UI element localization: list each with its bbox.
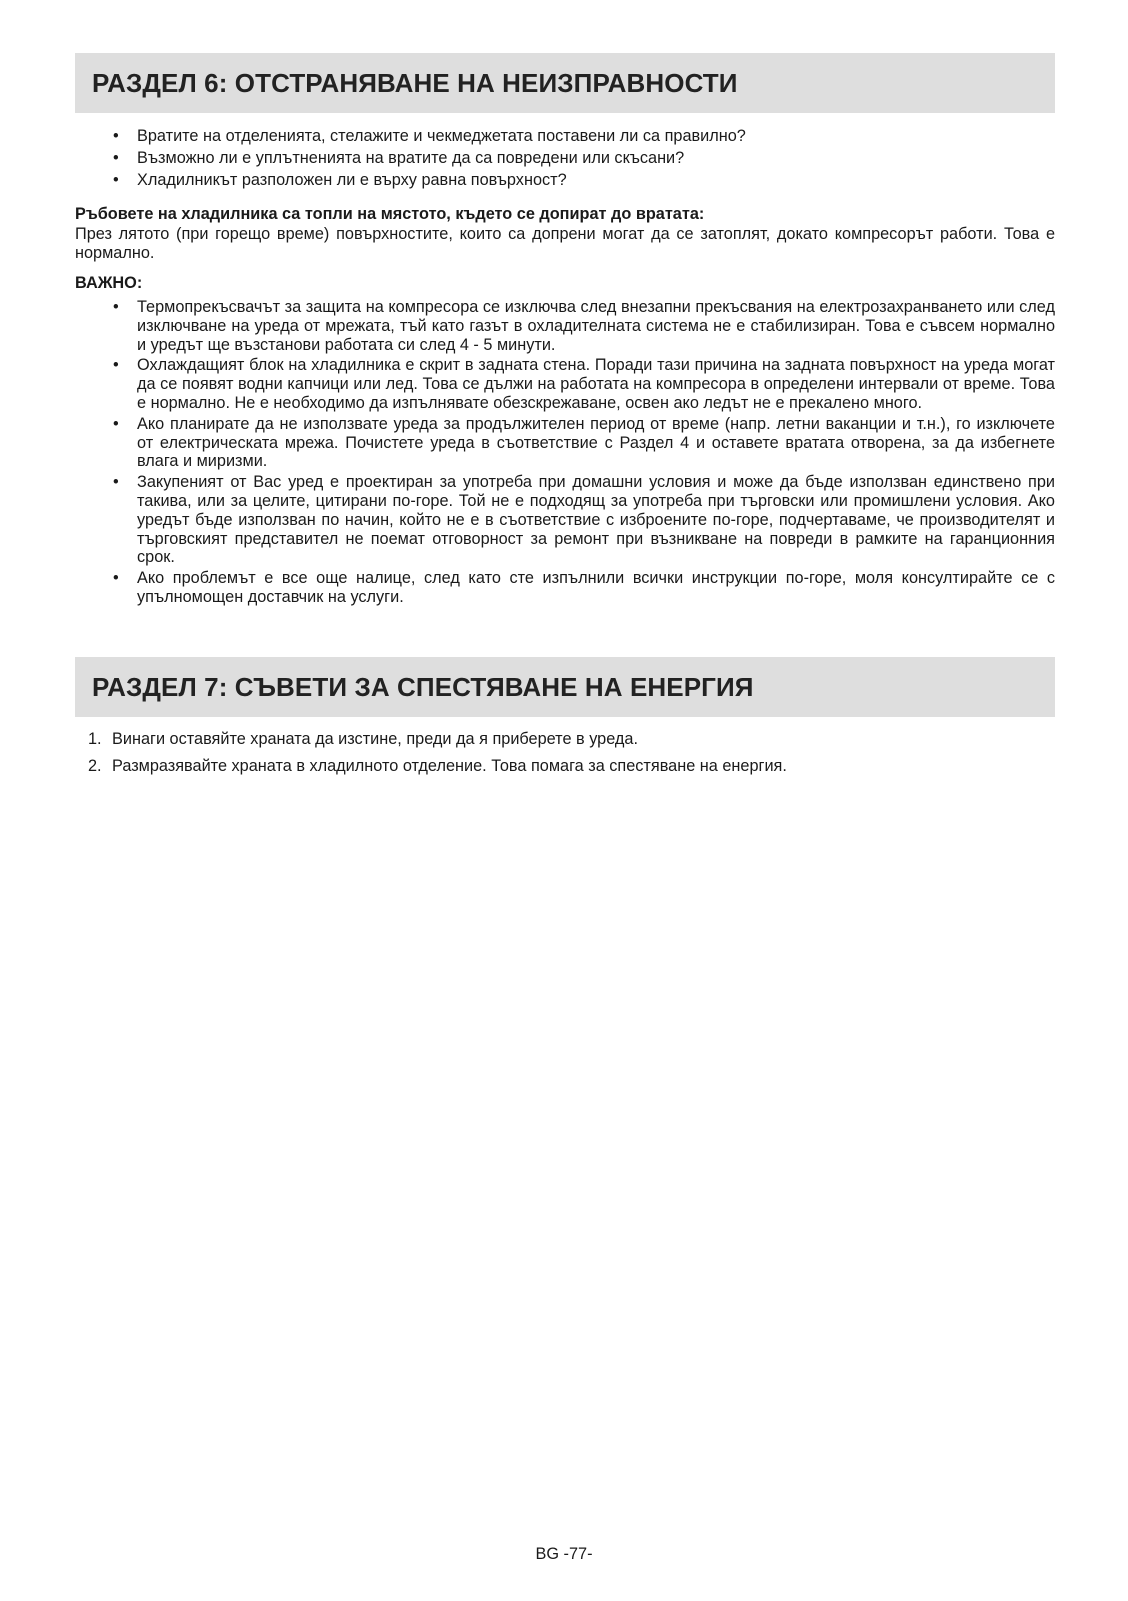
- list-item: • Хладилникът разположен ли е върху равна повърхност?: [75, 171, 1055, 190]
- list-item: • Термопрекъсвачът за защита на компресора се изключва след внезапни прекъсвания на електрозахранването или след изключване на уреда от мрежата, тъй като газът в охладителната система не е стабилизиран. Това е съвсем нормално и уредът ще възстанови работата си след 4 - 5 минути.: [75, 298, 1055, 354]
- important-heading: ВАЖНО:: [75, 274, 143, 292]
- checklist: [75, 127, 1055, 192]
- section-7-header: [75, 657, 1055, 717]
- list-item: [75, 730, 1055, 749]
- list-item: • Ако проблемът е все още налице, след като сте изпълнили всички инструкции по-горе, моля консултирайте се с упълномощен доставчик на услуги.: [75, 569, 1055, 607]
- section-7-title: РАЗДЕЛ 7: СЪВЕТИ ЗА СПЕСТЯВАНЕ НА ЕНЕРГИЯ: [92, 671, 754, 702]
- page-number: BG -77-: [535, 1545, 593, 1563]
- warm-edges-text: През лятото (при горещо време) повърхностите, които са допрени могат да се затоплят, докато компресорът работи. Това е нормално.: [75, 225, 1055, 262]
- energy-tips-list: [75, 730, 1055, 784]
- list-item: • Вратите на отделенията, стелажите и чекмеджетата поставени ли са правилно?: [75, 127, 1055, 146]
- important-list: [75, 298, 1055, 609]
- item-number: 2.: [88, 756, 102, 775]
- item-text: Размразявайте храната в хладилното отделение. Това помага за спестяване на енергия.: [112, 756, 787, 775]
- list-item: • Възможно ли е уплътненията на вратите да са повредени или скъсани?: [75, 149, 1055, 168]
- section-6-header: [75, 53, 1055, 113]
- item-text: Винаги оставяйте храната да изстине, преди да я приберете в уреда.: [112, 730, 638, 748]
- list-item: [75, 757, 1055, 776]
- item-number: 1.: [88, 730, 102, 748]
- section-6-title: РАЗДЕЛ 6: ОТСТРАНЯВАНЕ НА НЕИЗПРАВНОСТИ: [92, 67, 738, 98]
- list-item: • Закупеният от Вас уред е проектиран за употреба при домашни условия и може да бъде използван единствено при такива, или за целите, цитирани по-горе. Той не е подходящ за употреба при търговски или промишлени условия. Ако уредът бъде използван по начин, който не е в съответствие с изброените по-горе, подчертаваме, че производителят и търговският представител не поемат отговорност за ремонт при възникване на повреди в рамките на гаранционния срок.: [75, 473, 1055, 567]
- list-item: • Охлаждащият блок на хладилника е скрит в задната стена. Поради тази причина на задната повърхност на уреда могат да се появят водни капчици или лед. Това се дължи на работата на компресора в определени интервали от време. Това е нормално. Не е необходимо да изпълнявате обезскрежаване, освен ако ледът не е прекалено много.: [75, 356, 1055, 412]
- warm-edges-heading: Ръбовете на хладилника са топли на мястото, където се допират до вратата:: [75, 205, 705, 223]
- list-item: • Ако планирате да не използвате уреда за продължителен период от време (напр. летни ваканции и т.н.), го изключете от електрическата мрежа. Почистете уреда в съответствие с Раздел 4 и оставете вратата отворена, за да избегнете влага и миризми.: [75, 415, 1055, 471]
